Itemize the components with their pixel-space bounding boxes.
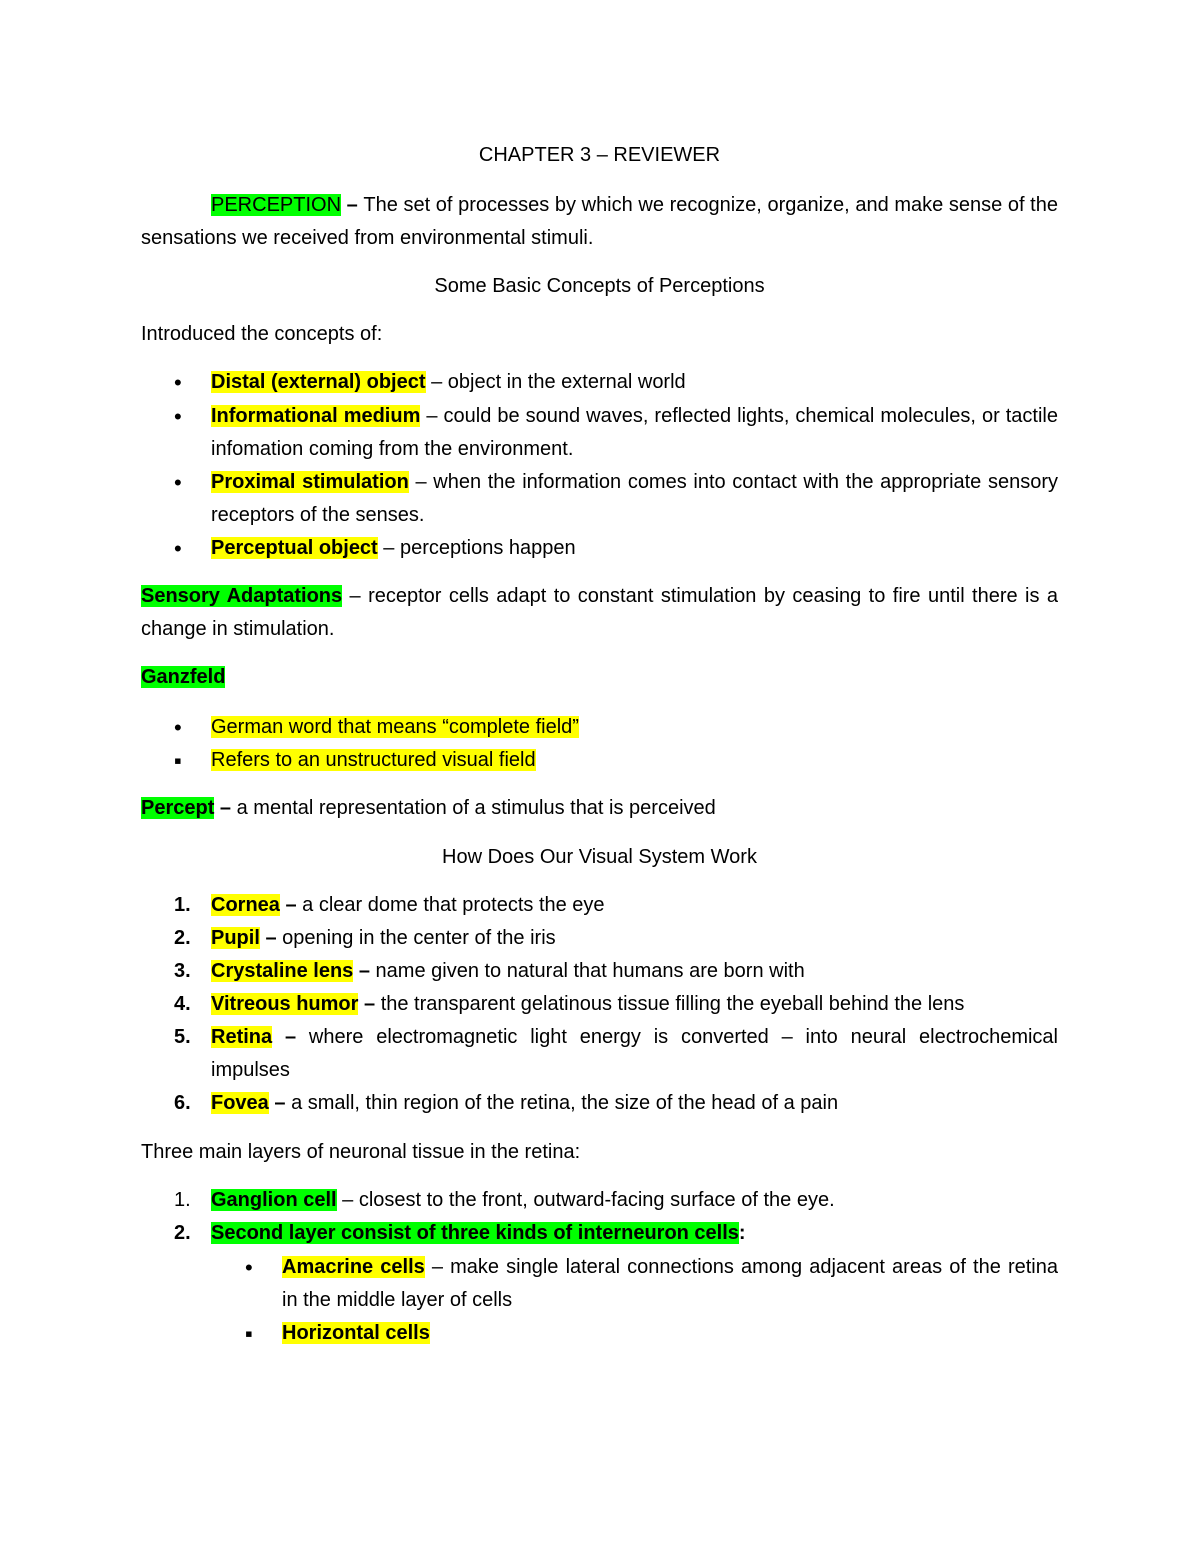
- term-percept: Percept: [141, 797, 215, 819]
- sensory-adaptation-definition: Sensory Adaptations – receptor cells adapt to constant stimulation by ceasing to fire until there is a change in stimulation.: [141, 585, 1059, 640]
- intro-heading: Introduced the concepts of:: [141, 323, 383, 345]
- perception-definition: PERCEPTION – The set of processes by which we recognize, organize, and make sense of the sensations we received from environmental stimuli.: [141, 194, 1058, 249]
- section-heading-visual-system: How Does Our Visual System Work: [442, 846, 757, 868]
- list-item: Fovea – a small, thin region of the retina, the size of the head of a pain: [211, 1092, 839, 1114]
- bullet-icon: •: [174, 715, 182, 740]
- term-perception: PERCEPTION: [211, 194, 342, 216]
- list-item: Proximal stimulation – when the information comes into contact with the appropriate sensory receptors of the senses.: [211, 471, 1058, 526]
- list-item: Retina – where electromagnetic light energy is converted – into neural electrochemical impulses: [211, 1026, 1058, 1081]
- list-number: 5.: [174, 1026, 191, 1048]
- list-number: 2.: [174, 1222, 191, 1244]
- list-number: 1.: [174, 894, 191, 916]
- ganzfeld-heading: Ganzfeld: [141, 666, 226, 688]
- list-item: Distal (external) object – object in the external world: [211, 371, 686, 393]
- list-item: Perceptual object – perceptions happen: [211, 537, 576, 559]
- list-number: 3.: [174, 960, 191, 982]
- list-number: 4.: [174, 993, 191, 1015]
- list-item: Second layer consist of three kinds of interneuron cells:: [211, 1222, 746, 1244]
- percept-definition: Percept – a mental representation of a stimulus that is perceived: [141, 797, 716, 819]
- bullet-icon: •: [174, 536, 182, 561]
- list-item: Crystaline lens – name given to natural that humans are born with: [211, 960, 805, 982]
- bullet-icon: •: [245, 1255, 253, 1280]
- bullet-icon: ▪: [245, 1321, 253, 1346]
- list-number: 6.: [174, 1092, 191, 1114]
- list-item: Vitreous humor – the transparent gelatinous tissue filling the eyeball behind the lens: [211, 993, 965, 1015]
- term-sensory-adaptations: Sensory Adaptations: [141, 585, 343, 607]
- list-item: Ganglion cell – closest to the front, outward-facing surface of the eye.: [211, 1189, 835, 1211]
- list-item: Horizontal cells: [282, 1322, 430, 1344]
- section-heading-basic-concepts: Some Basic Concepts of Perceptions: [434, 275, 765, 297]
- page-title: CHAPTER 3 – REVIEWER: [478, 144, 721, 166]
- retina-layers-heading: Three main layers of neuronal tissue in the retina:: [141, 1141, 581, 1163]
- bullet-icon: •: [174, 470, 182, 495]
- list-item: Informational medium – could be sound waves, reflected lights, chemical molecules, or tactile infomation coming from the environment.: [211, 405, 1058, 460]
- list-number: 2.: [174, 927, 191, 949]
- bullet-icon: •: [174, 404, 182, 429]
- bullet-icon: •: [174, 370, 182, 395]
- bullet-icon: ▪: [174, 748, 182, 773]
- list-item: Cornea – a clear dome that protects the eye: [211, 894, 605, 916]
- list-item: Refers to an unstructured visual field: [211, 749, 536, 771]
- list-number: 1.: [174, 1189, 191, 1211]
- list-item: Pupil – opening in the center of the iris: [211, 927, 556, 949]
- list-item: German word that means “complete field”: [211, 716, 579, 738]
- list-item: Amacrine cells – make single lateral connections among adjacent areas of the retina in the middle layer of cells: [282, 1256, 1058, 1311]
